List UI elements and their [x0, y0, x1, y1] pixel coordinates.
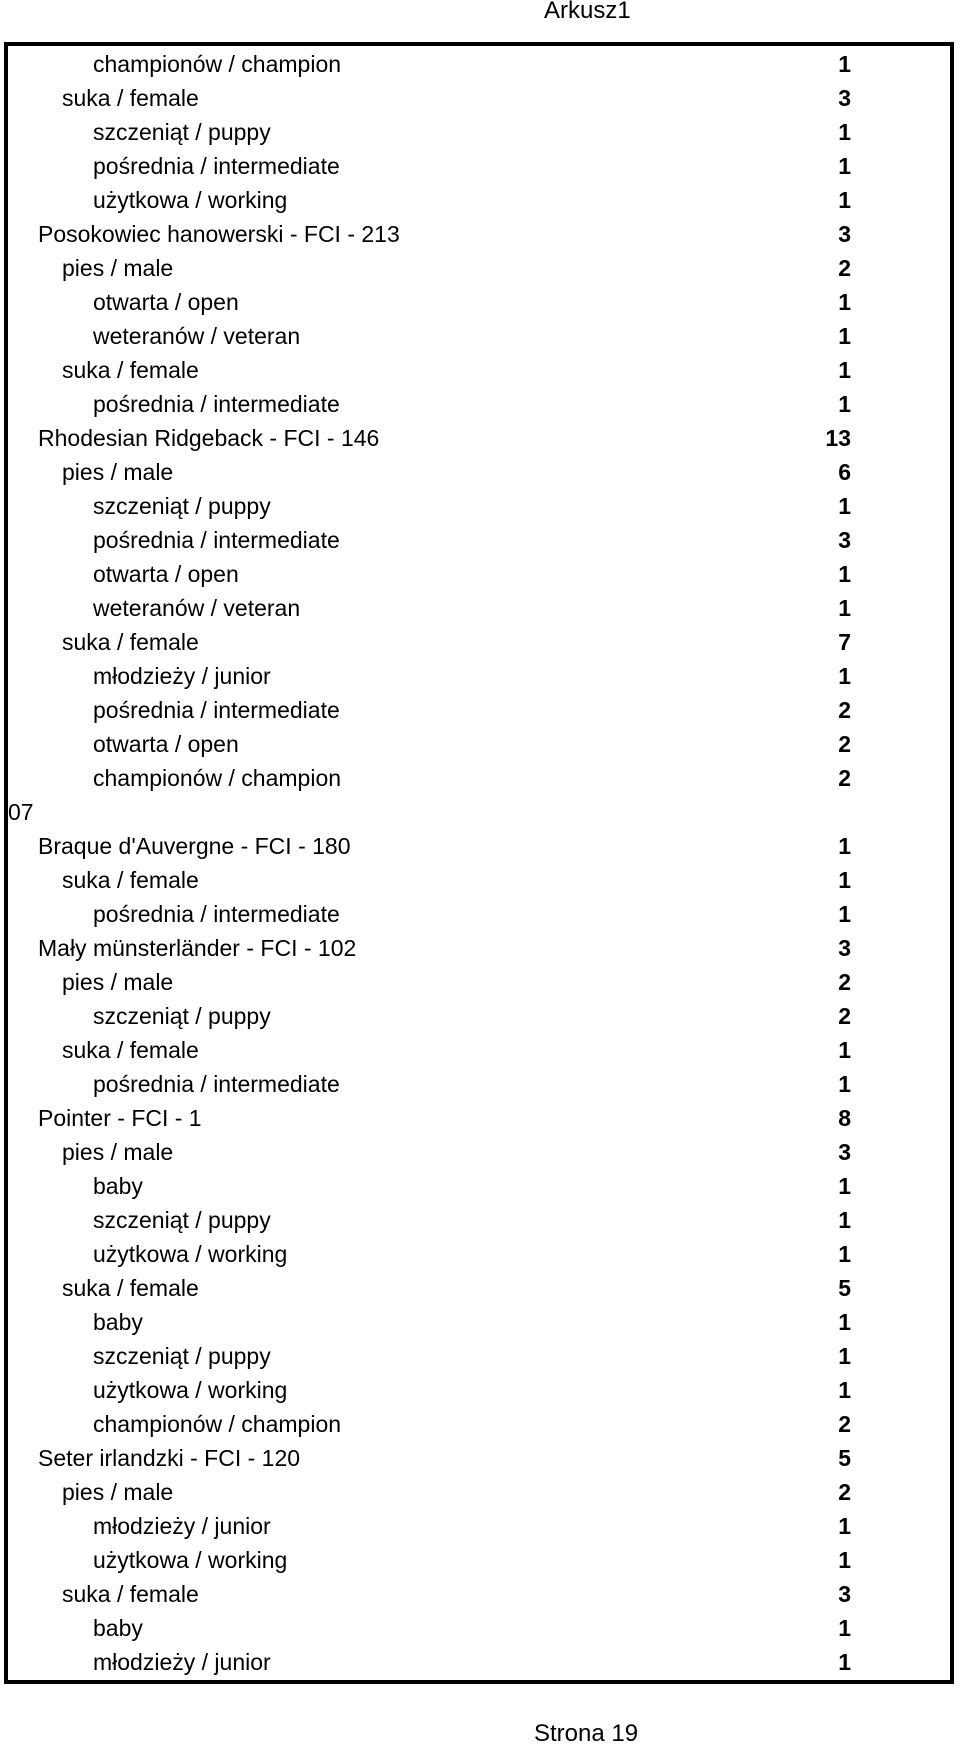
row-label: młodzieży / junior — [93, 1513, 271, 1539]
row-count: 2 — [838, 731, 851, 757]
row-count: 1 — [838, 51, 851, 77]
row-count: 2 — [838, 1411, 851, 1437]
row-label: Braque d'Auvergne - FCI - 180 — [38, 833, 351, 859]
row-label: Pointer - FCI - 1 — [38, 1105, 202, 1131]
row-count: 8 — [838, 1105, 851, 1131]
table-row — [8, 1407, 950, 1441]
table-row — [8, 285, 950, 319]
row-count: 3 — [838, 935, 851, 961]
row-count: 3 — [838, 221, 851, 247]
row-count: 1 — [838, 901, 851, 927]
table-row — [8, 319, 950, 353]
row-label: suka / female — [62, 85, 199, 111]
table-row — [8, 421, 950, 455]
row-label: baby — [93, 1615, 143, 1641]
row-label: pies / male — [62, 1479, 174, 1505]
row-label: 07 — [8, 799, 34, 825]
row-count: 1 — [838, 663, 851, 689]
row-count: 1 — [838, 391, 851, 417]
row-count: 2 — [838, 1003, 851, 1029]
row-label: młodzieży / junior — [93, 1649, 271, 1675]
table-row — [8, 1237, 950, 1271]
table-row — [8, 693, 950, 727]
entries-table — [4, 42, 954, 1684]
sheet-title: Arkusz1 — [544, 0, 631, 24]
row-label: Rhodesian Ridgeback - FCI - 146 — [38, 425, 380, 451]
row-count: 1 — [838, 1309, 851, 1335]
row-count: 1 — [838, 493, 851, 519]
row-label: championów / champion — [93, 1411, 342, 1437]
table-row — [8, 115, 950, 149]
row-label: Seter irlandzki - FCI - 120 — [38, 1445, 301, 1471]
row-label: otwarta / open — [93, 561, 239, 587]
row-label: championów / champion — [93, 51, 342, 77]
table-row — [8, 1033, 950, 1067]
row-count: 2 — [838, 1479, 851, 1505]
row-label: pośrednia / intermediate — [93, 697, 340, 723]
row-label: suka / female — [62, 1581, 199, 1607]
row-count: 1 — [838, 119, 851, 145]
row-label: pośrednia / intermediate — [93, 1071, 340, 1097]
table-row — [8, 455, 950, 489]
row-count: 1 — [838, 1241, 851, 1267]
row-label: użytkowa / working — [93, 187, 288, 213]
row-count: 1 — [838, 1343, 851, 1369]
row-count: 3 — [838, 527, 851, 553]
row-label: championów / champion — [93, 765, 342, 791]
row-label: młodzieży / junior — [93, 663, 271, 689]
row-label: Mały münsterländer - FCI - 102 — [38, 935, 357, 961]
table-row — [8, 1509, 950, 1543]
table-row — [8, 659, 950, 693]
table-row — [8, 761, 950, 795]
table-row — [8, 931, 950, 965]
table-row — [8, 217, 950, 251]
row-count: 1 — [838, 1377, 851, 1403]
table-row — [8, 183, 950, 217]
table-row — [8, 1339, 950, 1373]
row-count: 1 — [838, 289, 851, 315]
row-count: 1 — [838, 561, 851, 587]
row-label: pośrednia / intermediate — [93, 527, 340, 553]
row-count: 2 — [838, 255, 851, 281]
row-label: pies / male — [62, 255, 174, 281]
row-label: otwarta / open — [93, 731, 239, 757]
row-label: użytkowa / working — [93, 1241, 288, 1267]
row-count: 2 — [838, 765, 851, 791]
row-count: 3 — [838, 85, 851, 111]
row-label: pośrednia / intermediate — [93, 153, 340, 179]
row-label: baby — [93, 1173, 143, 1199]
row-count: 3 — [838, 1581, 851, 1607]
table-row — [8, 1067, 950, 1101]
table-row — [8, 353, 950, 387]
table-row — [8, 625, 950, 659]
table-row — [8, 829, 950, 863]
row-count: 1 — [838, 1615, 851, 1641]
table-row — [8, 1203, 950, 1237]
table-row — [8, 999, 950, 1033]
row-label: suka / female — [62, 1037, 199, 1063]
table-row — [8, 1373, 950, 1407]
table-row — [8, 1169, 950, 1203]
table-row — [8, 1135, 950, 1169]
table-row — [8, 149, 950, 183]
table-row — [8, 965, 950, 999]
row-label: suka / female — [62, 867, 199, 893]
table-row — [8, 795, 950, 829]
row-label: użytkowa / working — [93, 1547, 288, 1573]
row-label: suka / female — [62, 629, 199, 655]
row-label: weteranów / veteran — [93, 323, 301, 349]
row-count: 1 — [838, 1547, 851, 1573]
table-row — [8, 1101, 950, 1135]
table-row — [8, 863, 950, 897]
row-count: 5 — [838, 1445, 851, 1471]
row-label: szczeniąt / puppy — [93, 493, 271, 519]
table-row — [8, 1577, 950, 1611]
row-count: 1 — [838, 867, 851, 893]
row-label: baby — [93, 1309, 143, 1335]
row-label: suka / female — [62, 1275, 199, 1301]
row-label: szczeniąt / puppy — [93, 1207, 271, 1233]
table-row — [8, 1543, 950, 1577]
row-label: otwarta / open — [93, 289, 239, 315]
table-row — [8, 1645, 950, 1679]
table-row — [8, 591, 950, 625]
row-label: pies / male — [62, 1139, 174, 1165]
row-count: 1 — [838, 1513, 851, 1539]
table-row — [8, 1475, 950, 1509]
row-label: szczeniąt / puppy — [93, 119, 271, 145]
row-label: szczeniąt / puppy — [93, 1003, 271, 1029]
table-row — [8, 489, 950, 523]
table-row — [8, 1611, 950, 1645]
row-count: 6 — [838, 459, 851, 485]
row-count: 1 — [838, 1037, 851, 1063]
row-count: 3 — [838, 1139, 851, 1165]
row-label: pies / male — [62, 459, 174, 485]
row-count: 1 — [838, 1649, 851, 1675]
row-count: 1 — [838, 595, 851, 621]
row-count: 1 — [838, 323, 851, 349]
row-count: 5 — [838, 1275, 851, 1301]
row-label: weteranów / veteran — [93, 595, 301, 621]
table-row — [8, 557, 950, 591]
table-row — [8, 251, 950, 285]
row-count: 13 — [825, 425, 851, 451]
table-row — [8, 387, 950, 421]
row-label: pies / male — [62, 969, 174, 995]
row-label: Posokowiec hanowerski - FCI - 213 — [38, 221, 400, 247]
table-row — [8, 81, 950, 115]
table-row — [8, 47, 950, 81]
row-label: suka / female — [62, 357, 199, 383]
table-row — [8, 1305, 950, 1339]
row-count: 1 — [838, 187, 851, 213]
row-count: 2 — [838, 969, 851, 995]
row-count: 1 — [838, 1071, 851, 1097]
row-label: użytkowa / working — [93, 1377, 288, 1403]
row-count: 7 — [838, 629, 851, 655]
table-body — [8, 47, 950, 1679]
table-row — [8, 1441, 950, 1475]
table-row — [8, 523, 950, 557]
row-count: 1 — [838, 1173, 851, 1199]
page-number: Strona 19 — [534, 1720, 639, 1747]
row-label: pośrednia / intermediate — [93, 901, 340, 927]
row-count: 1 — [838, 357, 851, 383]
table-row — [8, 727, 950, 761]
row-count: 2 — [838, 697, 851, 723]
row-count: 1 — [838, 833, 851, 859]
table-row — [8, 897, 950, 931]
row-label: pośrednia / intermediate — [93, 391, 340, 417]
table-row — [8, 1271, 950, 1305]
row-label: szczeniąt / puppy — [93, 1343, 271, 1369]
row-count: 1 — [838, 153, 851, 179]
row-count: 1 — [838, 1207, 851, 1233]
